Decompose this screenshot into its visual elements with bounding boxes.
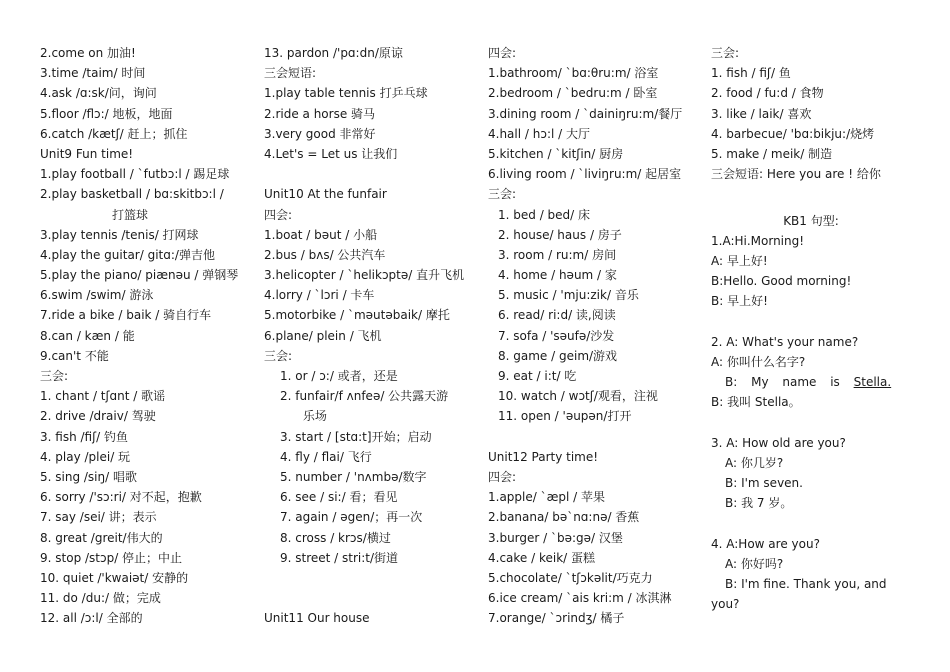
dialogue-line: B: I'm fine. Thank you, and	[725, 576, 887, 591]
vocab-line-continued: 乐场	[280, 409, 327, 424]
vocab-line: 4.play the guitar/ gitɑ:/弹吉他	[40, 247, 215, 262]
vocab-line: 9. stop /stɔp/ 停止；中止	[40, 550, 183, 565]
phrase-line: 2.ride a horse 骑马	[264, 106, 376, 121]
vocab-line: 5. sing /siŋ/ 唱歌	[40, 469, 137, 484]
vocab-line: 4. home / həum / 家	[498, 268, 617, 283]
vocab-line: 8.can / kæn / 能	[40, 328, 135, 343]
blank-line	[264, 164, 474, 184]
section-heading: 三会短语:	[264, 66, 317, 81]
dialogue-line: B: 我 7 岁。	[725, 496, 793, 511]
vocab-line: 2.bus / bʌs/ 公共汽车	[264, 247, 386, 262]
vocab-line: 7.ride a bike / baik / 骑自行车	[40, 308, 212, 323]
vocab-line: 3. like / laik/ 喜欢	[711, 106, 812, 121]
vocab-line: 3.burger / `bə:gə/ 汉堡	[488, 530, 623, 545]
phrase-line: 1.play table tennis 打乒乓球	[264, 86, 428, 101]
dialogue-line: B:Hello. Good morning!	[711, 274, 852, 289]
vocab-line: 5. number / 'nʌmbə/数字	[280, 469, 427, 484]
vocab-line: 6.swim /swim/ 游泳	[40, 288, 154, 303]
unit-heading: Unit9 Fun time!	[40, 146, 134, 161]
blank-line	[711, 184, 911, 204]
vocab-line: 7.orange/ `ɔrindʒ/ 橘子	[488, 611, 625, 626]
phrase-line: 三会短语: Here you are ! 给你	[711, 167, 881, 182]
vocab-line: 7. again / əgen/；再一次	[280, 510, 423, 525]
vocab-line: 5.floor /flɔ:/ 地板，地面	[40, 106, 173, 121]
vocab-line: 8. game / geim/游戏	[498, 348, 618, 363]
section-heading: 四会:	[488, 469, 517, 484]
vocab-line: 12. all /ɔ:l/ 全部的	[40, 611, 143, 626]
vocab-line: 3.time /taim/ 时间	[40, 66, 146, 81]
dialogue-line: A: 你叫什么名字?	[711, 354, 806, 369]
vocab-line: 10. watch / wɔtʃ/观看，注视	[498, 389, 658, 404]
vocab-line: 2. house/ haus / 房子	[498, 227, 622, 242]
vocab-line: 1. fish / fiʃ/ 鱼	[711, 66, 791, 81]
vocab-line: 2. drive /draiv/ 驾驶	[40, 409, 156, 424]
dialogue-line: A: 你好吗?	[725, 556, 784, 571]
vocab-line: 11. open / 'əupən/打开	[498, 409, 632, 424]
vocab-line: 11. do /du:/ 做；完成	[40, 591, 161, 606]
vocab-line: 5. music / 'mju:zik/ 音乐	[498, 288, 639, 303]
vocab-line: 3. room / ru:m/ 房间	[498, 247, 617, 262]
phrase-line: 4.Let's = Let us 让我们	[264, 146, 398, 161]
blank-line	[711, 513, 911, 533]
vocab-line: 4. fly / flai/ 飞行	[280, 449, 372, 464]
dialogue-line: A: 早上好!	[711, 253, 768, 268]
section-heading: 三会:	[711, 46, 740, 60]
vocab-line: 2. funfair/f ʌnfeə/ 公共露天游	[280, 389, 449, 404]
underlined-name: Stella.	[853, 375, 892, 389]
vocab-line: 1.play football / `futbɔ:l / 踢足球	[40, 167, 230, 182]
blank-line	[711, 412, 911, 432]
vocab-line: 3.play tennis /tenis/ 打网球	[40, 227, 199, 242]
vocab-line: 2. food / fu:d / 食物	[711, 86, 824, 101]
vocab-line: 3. fish /fiʃ/ 钓鱼	[40, 429, 128, 444]
vocab-line: 6. see / si:/ 看；看见	[280, 490, 398, 505]
vocab-line: 1.boat / bəut / 小船	[264, 227, 378, 242]
vocab-line: 5. make / meik/ 制造	[711, 146, 833, 161]
vocab-line: 6.living room / `liviŋru:m/ 起居室	[488, 167, 682, 182]
vocab-line: 4.cake / keik/ 蛋糕	[488, 550, 596, 565]
dialogue-text: B: My name is	[725, 375, 840, 389]
vocab-line: 3.helicopter / `helikɔptə/ 直升飞机	[264, 268, 465, 283]
vocab-line: 8. great /greit/伟大的	[40, 530, 163, 545]
section-heading: 四会:	[264, 207, 293, 222]
vocab-line: 1. bed / bed/ 床	[498, 207, 591, 222]
vocab-line: 5.play the piano/ piænəu / 弹钢琴	[40, 268, 239, 283]
vocab-line: 6. read/ ri:d/ 读,阅读	[498, 308, 616, 323]
section-heading: 三会:	[264, 348, 293, 363]
vocab-line: 3. start / [stɑ:t]开始；启动	[280, 429, 432, 444]
vocab-line: 9. street / stri:t/街道	[280, 550, 399, 565]
vocab-line: 5.kitchen / `kitʃin/ 厨房	[488, 146, 624, 161]
vocab-line-continued: 打篮球	[112, 207, 149, 222]
dialogue-line: 2. A: What's your name?	[711, 334, 859, 349]
vocab-line: 1. chant / tʃɑnt / 歌谣	[40, 389, 166, 404]
vocab-line: 6.ice cream/ `ais kri:m / 冰淇淋	[488, 591, 672, 606]
blank-line	[711, 311, 911, 331]
unit-heading: Unit10 At the funfair	[264, 187, 387, 202]
vocab-line: 10. quiet /'kwaiət/ 安静的	[40, 570, 189, 585]
blank-line	[264, 588, 474, 608]
column-2	[264, 43, 474, 628]
column-1	[40, 43, 245, 628]
section-heading: 四会:	[488, 46, 517, 60]
dialogue-line: 3. A: How old are you?	[711, 435, 846, 450]
column-4	[711, 43, 911, 614]
vocab-line: 4.lorry / `lɔri / 卡车	[264, 288, 375, 303]
vocab-line: 6.catch /kætʃ/ 赶上；抓住	[40, 126, 188, 141]
vocab-line: 1.bathroom/ `bɑ:θru:m/ 浴室	[488, 66, 659, 81]
vocab-line: 2.bedroom / `bedru:m / 卧室	[488, 86, 658, 101]
vocab-line: 8. cross / krɔs/横过	[280, 530, 391, 545]
vocab-line: 5.motorbike / `məutəbaik/ 摩托	[264, 308, 450, 323]
vocab-line: 6. sorry /'sɔ:ri/ 对不起，抱歉	[40, 490, 202, 505]
dialogue-line: B: 早上好!	[711, 294, 768, 309]
vocab-line: 4.ask /ɑ:sk/问，询问	[40, 86, 157, 101]
dialogue-line: B: 我叫 Stella。	[711, 395, 801, 410]
dialogue-line: 1.A:Hi.Morning!	[711, 233, 805, 248]
vocab-line: 2.play basketball / bɑ:skitbɔ:l /	[40, 187, 224, 202]
dialogue-line: 4. A:How are you?	[711, 536, 820, 551]
dialogue-line: B: I'm seven.	[725, 475, 803, 490]
blank-line	[264, 568, 474, 588]
unit-heading: Unit12 Party time!	[488, 449, 599, 464]
vocab-line: 1. or / ɔ:/ 或者，还是	[280, 369, 398, 383]
vocab-line: 4.hall / hɔ:l / 大厅	[488, 126, 590, 141]
vocab-line: 7. say /sei/ 讲；表示	[40, 510, 157, 525]
dialogue-line	[711, 372, 911, 392]
vocab-line: 2.banana/ bə`nɑ:nə/ 香蕉	[488, 510, 640, 525]
column-3	[488, 43, 693, 628]
phrase-line: 3.very good 非常好	[264, 126, 376, 141]
sentence-pattern-heading: KB1 句型:	[783, 213, 839, 228]
vocab-line: 3.dining room / `dainiŋru:m/餐厅	[488, 106, 683, 121]
blank-line	[488, 427, 693, 447]
vocab-line: 5.chocolate/ `tʃɔkəlit/巧克力	[488, 570, 653, 585]
dialogue-line: A: 你几岁?	[725, 455, 784, 470]
section-heading: 三会:	[40, 369, 69, 383]
vocab-line: 6.plane/ plein / 飞机	[264, 328, 382, 343]
vocab-line: 7. sofa / 'səufə/沙发	[498, 328, 615, 343]
dialogue-line: you?	[711, 597, 740, 612]
vocab-line: 9. eat / i:t/ 吃	[498, 369, 577, 383]
vocab-line: 1.apple/ `æpl / 苹果	[488, 490, 606, 505]
vocab-line: 9.can't 不能	[40, 348, 109, 363]
vocab-line: 4. play /plei/ 玩	[40, 449, 131, 464]
section-heading: 三会:	[488, 187, 517, 202]
vocab-line: 2.come on 加油!	[40, 46, 136, 60]
unit-heading: Unit11 Our house	[264, 611, 370, 626]
vocab-line: 13. pardon /'pɑ:dn/原谅	[264, 46, 403, 60]
vocab-line: 4. barbecue/ 'bɑ:bikju:/烧烤	[711, 126, 875, 141]
